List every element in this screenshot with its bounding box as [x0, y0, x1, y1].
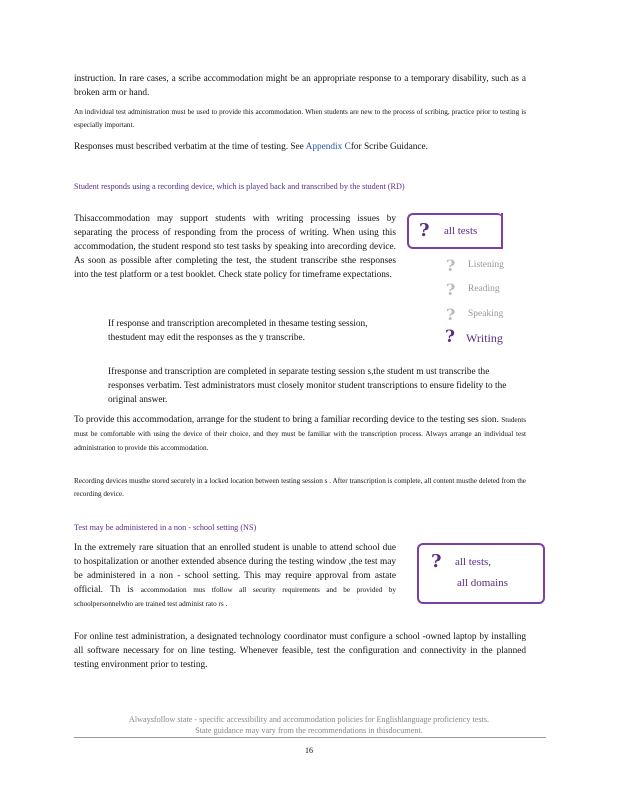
verbatim-text: Responses must bescribed verbatim at the time of testing. See	[74, 142, 306, 152]
list-item	[108, 317, 376, 345]
footer-line-2: State guidance may vary from the recommendations in thisdocument.	[195, 726, 423, 735]
ns-text-small: accommodation mus tfollow all security requirements and be provided by schoolpersonnelwho are trained test administ rato rs .	[74, 586, 396, 608]
intro-paragraph: instruction. In rare cases, a scribe accommodation might be an appropriate response to a temporary disability, such as a broken arm or hand.	[74, 74, 526, 98]
recording-storage-paragraph: Recording devices musthe stored securely in a locked location between testing session s . After transcription is complete, all content musthe deleted from the recording device.	[74, 477, 526, 498]
footer-note	[80, 714, 538, 736]
section-heading-ns: Test may be administered in a non - school setting (NS)	[74, 523, 257, 532]
callout-line-2: all domains	[457, 577, 509, 589]
verbatim-paragraph	[74, 140, 526, 154]
appendix-c-link[interactable]: Appendix C	[305, 142, 351, 152]
question-mark-icon: ?	[446, 280, 456, 299]
bullet-text: If response and transcription arecompleted in thesame testing session, thestudent may edit the responses as the y transcribe.	[108, 319, 368, 343]
domain-listening: Listening	[468, 260, 504, 270]
question-mark-icon: ?	[431, 551, 442, 572]
domain-reading: Reading	[468, 284, 500, 294]
question-mark-icon: ?	[446, 256, 456, 275]
domain-speaking: Speaking	[468, 309, 504, 319]
footer-divider	[74, 737, 546, 738]
section-heading-rd: Student responds using a recording device, which is played back and transcribed by the student (RD)	[74, 182, 405, 191]
online-administration-paragraph: For online test administration, a designated technology coordinator must configure a school -owned laptop by installing all software necessary for on line testing. Whenever feasible, test the configuration and connectivity in the planned testing environment prior to testing.	[74, 632, 526, 670]
provide-paragraph	[74, 413, 526, 455]
individual-administration-paragraph: An individual test administration must be used to provide this accommodation. When students are new to the process of scribing, practice prior to testing is especially important.	[74, 108, 526, 129]
rd-paragraph: Thisaccommodation may support students with writing processing issues by separating the process of responding from the process of writing. When using this accommodation, the student respond sto test tasks by speaking into arecording device. As soon as possible after completing the test, the student transcribe sthe responses into the test platform or a test booklet. Check state policy for timeframe expectations.	[74, 214, 396, 280]
all-tests-callout	[407, 213, 503, 249]
question-mark-icon: ?	[419, 220, 430, 241]
domain-writing: Writing	[466, 331, 503, 345]
callout-line-1: all tests,	[455, 556, 492, 568]
callout-label: all tests	[444, 225, 478, 237]
all-domains-callout	[417, 543, 545, 604]
ns-text: In the extremely rare situation that an enrolled student is unable to attend school due to hospitalization or another extended absence during the testing window ,the test may be administered in a non - school setting. This may require approval from astate official. Th is	[74, 543, 396, 595]
provide-text: To provide this accommodation, arrange for the student to bring a familiar recording device to the testing ses sion.	[74, 415, 499, 425]
question-mark-icon: ?	[445, 327, 455, 347]
footer-line-1: Alwaysfollow state - specific accessibility and accommodation policies for Englishlanguage proficiency tests.	[128, 715, 490, 724]
verbatim-text-end: for Scribe Guidance.	[350, 142, 428, 152]
callout-border-accent	[501, 213, 503, 247]
bullet-text: Ifresponse and transcription are completed in separate testing session s,the student m ust transcribe the responses verbatim. Test administrators must closely monitor student transcriptions to ensure fidelity to the original answer.	[108, 367, 507, 405]
page-number: 16	[305, 746, 313, 755]
question-mark-icon: ?	[446, 305, 456, 324]
list-item	[108, 365, 522, 407]
ns-paragraph	[74, 541, 396, 611]
provide-text-small: Students must be comfortable with using the device of their choice, and they must be familiar with the transcription process. Always arrange an individual test administration to provide this accommodation.	[74, 416, 527, 452]
